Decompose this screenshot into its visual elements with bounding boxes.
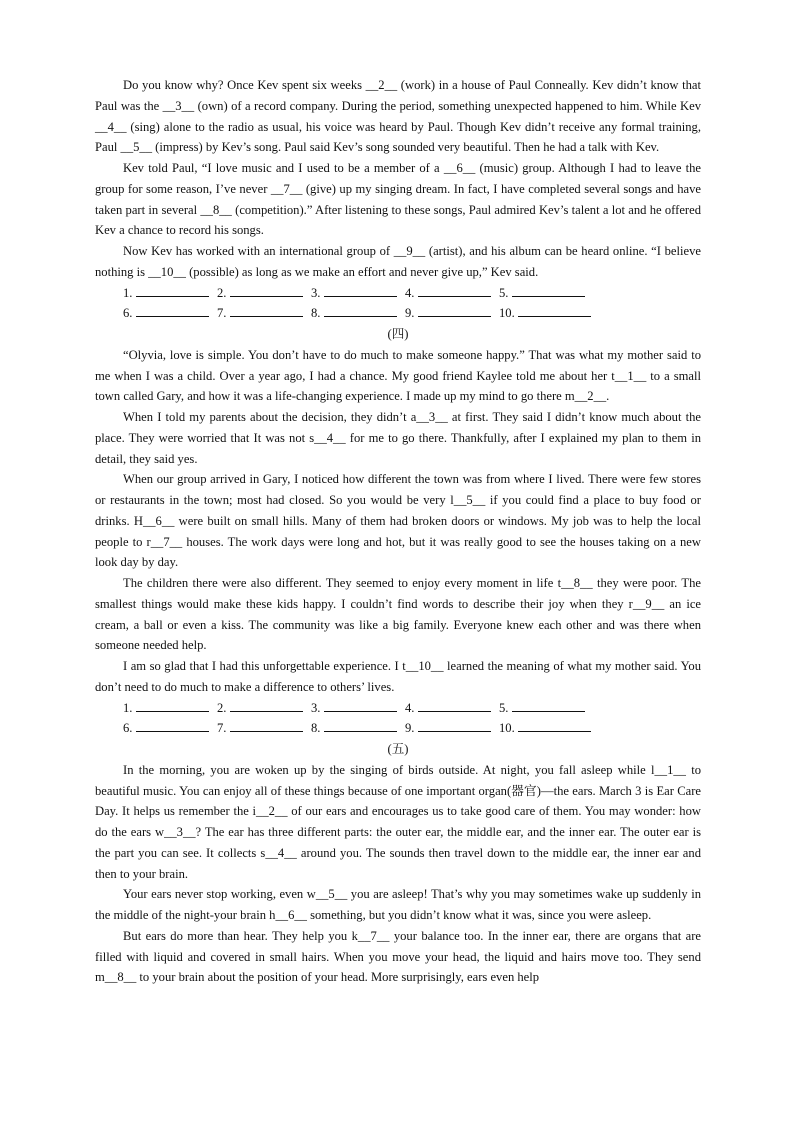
answer-blank[interactable]: 8. — [311, 718, 405, 739]
s3-answer-row-1 — [95, 283, 701, 304]
answer-blank[interactable]: 3. — [311, 283, 405, 304]
answer-blank[interactable]: 10. — [499, 303, 593, 324]
answer-blank[interactable]: 10. — [499, 718, 593, 739]
s4-paragraph-3: When our group arrived in Gary, I noticed how different the town was from where I lived. There were few stores or restaurants in the town; most had closed. So you would be very l__5__ if you could find a place to buy food or drinks. H__6__ were built on small hills. Many of them had broken doors or windows. My job was to help the local people to r__7__ houses. The work days were long and hot, but it was really good to see the houses taking on a new look day by day. — [95, 472, 701, 570]
answer-blank[interactable]: 9. — [405, 718, 499, 739]
answer-blank[interactable]: 5. — [499, 283, 593, 304]
answer-blank[interactable]: 6. — [123, 718, 217, 739]
answer-blank[interactable]: 1. — [123, 283, 217, 304]
answer-blank[interactable]: 2. — [217, 698, 311, 719]
section-4-title: (四) — [387, 327, 409, 341]
answer-blank[interactable]: 7. — [217, 718, 311, 739]
s4-paragraph-5: I am so glad that I had this unforgettable experience. I t__10__ learned the meaning of what my mother said. You don’t need to do much to make a difference to others’ lives. — [95, 659, 701, 694]
answer-blank[interactable]: 4. — [405, 698, 499, 719]
s5-paragraph-2: Your ears never stop working, even w__5__ you are asleep! That’s why you may sometimes wake up suddenly in the middle of the night-your brain h__6__ something, but you didn’t know what it was, since you were asleep. — [95, 887, 701, 922]
s3-paragraph-1: Do you know why? Once Kev spent six weeks __2__ (work) in a house of Paul Conneally. Kev didn’t know that Paul was the __3__ (own) of a record company. During the period, something unexpected happened to him. While Kev __4__ (sing) alone to the radio as usual, his voice was heard by Paul. Though Kev didn’t receive any formal training, Paul __5__ (impress) by Kev’s song. Paul said Kev’s song sounded very beautiful. Then he had a talk with Kev. — [95, 78, 701, 155]
answer-blank[interactable]: 1. — [123, 698, 217, 719]
answer-blank[interactable]: 7. — [217, 303, 311, 324]
s4-answer-row-2 — [95, 718, 701, 739]
s3-answer-row-2 — [95, 303, 701, 324]
s4-paragraph-1: “Olyvia, love is simple. You don’t have to do much to make someone happy.” That was what my mother said to me when I was a child. Over a year ago, I had a chance. My good friend Kaylee told me about her t__1__ to a small town called Gary, and how it was a life-changing experience. I made up my mind to go there m__2__. — [95, 347, 701, 404]
answer-blank[interactable]: 2. — [217, 283, 311, 304]
answer-blank[interactable]: 3. — [311, 698, 405, 719]
s4-paragraph-2: When I told my parents about the decision, they didn’t a__3__ at first. They said I didn’t know much about the place. They were worried that It was not s__4__ for me to go there. Thankfully, after I explained my plan to them in detail, they said yes. — [95, 410, 701, 466]
s4-answer-row-1 — [95, 698, 701, 719]
s5-paragraph-3: But ears do more than hear. They help you k__7__ your balance too. In the inner ear, there are organs that are filled with liquid and covered in small hairs. When you move your head, the liquid and hairs move too. They send m__8__ to your brain about the position of your head. More surprisingly, ears even help — [95, 928, 701, 985]
answer-blank[interactable]: 9. — [405, 303, 499, 324]
answer-blank[interactable]: 4. — [405, 283, 499, 304]
s3-paragraph-2: Kev told Paul, “I love music and I used to be a member of a __6__ (music) group. Although I had to leave the group for some reason, I’ve never __7__ (give) up my singing dream. In fact, I have completed several songs and have taken part in several __8__ (competition).” After listening to these songs, Paul admired Kev’s talent a lot and he offered Kev a chance to record his songs. — [95, 161, 701, 238]
s3-paragraph-3: Now Kev has worked with an international group of __9__ (artist), and his album can be heard online. “I believe nothing is __10__ (possible) as long as we make an effort and never give up,” Kev said. — [95, 244, 701, 279]
section-5-title: (五) — [387, 742, 409, 756]
answer-blank[interactable]: 8. — [311, 303, 405, 324]
answer-blank[interactable]: 6. — [123, 303, 217, 324]
s4-paragraph-4: The children there were also different. They seemed to enjoy every moment in life t__8__ they were poor. The smallest things would make these kids happy. I couldn’t find words to describe their joy when they r__9__ an ice cream, a ball or even a kiss. The community was like a big family. Everyone knew each other and was there when someone needed help. — [95, 576, 701, 653]
s5-paragraph-1: In the morning, you are woken up by the singing of birds outside. At night, you fall asleep while l__1__ to beautiful music. You can enjoy all of these things because of one important organ(器官)—the ears. March 3 is Ear Care Day. It helps us remember the i__2__ of our ears and encourages us to take good care of them. You may wonder: how do the ears w__3__? The ear has three different parts: the outer ear, the middle ear, and the inner ear. The outer ear is the part you can see. It collects s__4__ around you. The sounds then travel down to the middle ear, the inner ear and then to your brain. — [95, 762, 701, 881]
answer-blank[interactable]: 5. — [499, 698, 593, 719]
worksheet-page — [95, 75, 701, 988]
